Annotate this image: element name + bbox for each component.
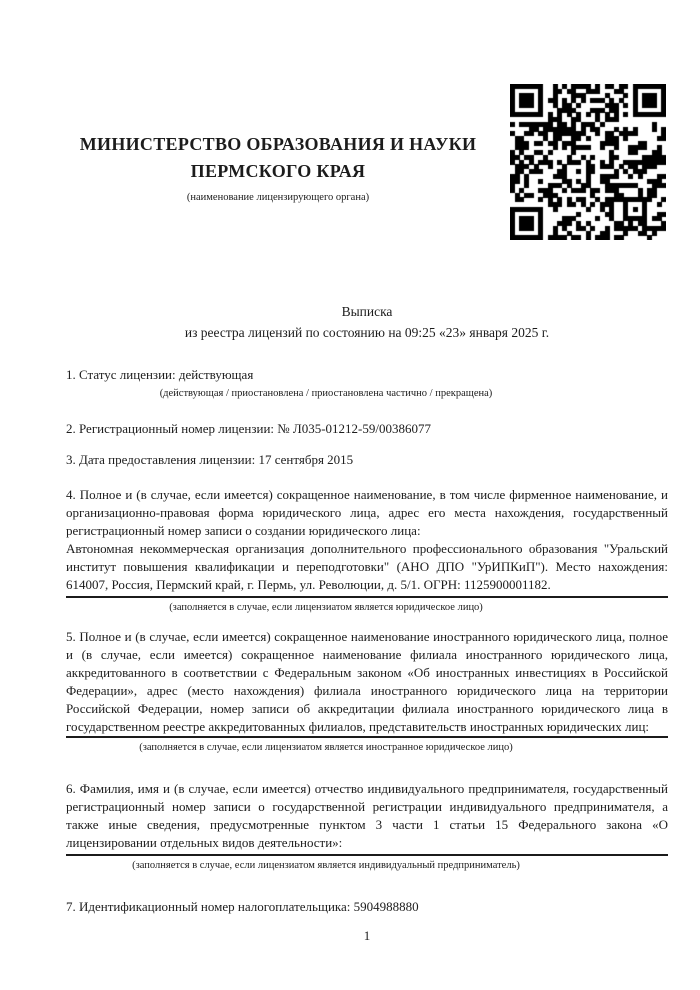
ministry-name-line2: ПЕРМСКОГО КРАЯ: [190, 161, 366, 181]
status-options-caption: (действующая / приостановлена / приостановлена частично / прекращена): [159, 388, 493, 399]
grant-date-line: 3. Дата предоставления лицензии: 17 сентября 2015: [66, 452, 354, 467]
foreign-entity-caption: (заполняется в случае, если лицензиатом является иностранное юридическое лицо): [139, 742, 513, 753]
legal-entity-caption: (заполняется в случае, если лицензиатом является юридическое лицо): [169, 602, 483, 613]
licensing-authority-caption: (наименование лицензирующего органа): [186, 192, 370, 203]
license-status-line: 1. Статус лицензии: действующая: [66, 367, 254, 382]
document-title-block: [66, 301, 668, 343]
legal-entity-question: 4. Полное и (в случае, если имеется) сокращенное наименование, в том числе фирменное наименование, и организационно-правовая форма юридического лица, адрес его места нахождения, государственный регистрационный номер записи о создании юридического лица:: [66, 487, 668, 538]
document-body: [66, 366, 668, 916]
fill-in-rule-entrepreneur: [66, 854, 668, 856]
document-title: Выписка: [341, 304, 393, 319]
ministry-name-line1: МИНИСТЕРСТВО ОБРАЗОВАНИЯ И НАУКИ: [79, 134, 477, 154]
fill-in-rule-foreign-entity: [66, 736, 668, 738]
document-subtitle: из реестра лицензий по состоянию на 09:25 «23» января 2025 г.: [184, 325, 550, 340]
registration-number-line: 2. Регистрационный номер лицензии: № Л035-01212-59/00386077: [66, 421, 432, 436]
licensing-authority-header: [66, 131, 490, 204]
foreign-entity-question: 5. Полное и (в случае, если имеется) сокращенное наименование иностранного юридического лица, полное и (в случае, если имеется) сокращенное наименование филиала иностранного юридического лица, аккредитованного в соответствии с Федеральным законом «Об иностранных инвестициях в Российской Федерации», адрес (место нахождения) филиала иностранного юридического лица на территории Российской Федерации, номер записи об аккредитации филиала иностранного юридического лица в государственном реестре аккредитованных филиалов, представительств иностранных юридических лиц:: [66, 629, 668, 734]
fill-in-rule-legal-entity: [66, 596, 668, 598]
inn-line: 7. Идентификационный номер налогоплательщика: 5904988880: [66, 899, 419, 914]
entrepreneur-question: 6. Фамилия, имя и (в случае, если имеется) отчество индивидуального предпринимателя, государственный регистрационный номер записи о государственной регистрации индивидуального предпринимателя, а также иные сведения, предусмотренные пунктом 3 части 1 статьи 15 Федерального закона «О лицензировании отдельных видов деятельности»:: [66, 781, 668, 850]
qr-code: [510, 84, 666, 240]
legal-entity-answer: Автономная некоммерческая организация дополнительного профессионального образования "Уральский институт повышения квалификации и переподготовки" (АНО ДПО "УрИПКиП"). Место нахождения: 614007, Россия, Пермский край, г. Пермь, ул. Революции, д. 5/1. ОГРН: 1125900001182.: [66, 541, 668, 592]
page-number: 1: [363, 928, 371, 943]
entrepreneur-caption: (заполняется в случае, если лицензиатом является индивидуальный предприниматель): [132, 860, 520, 871]
